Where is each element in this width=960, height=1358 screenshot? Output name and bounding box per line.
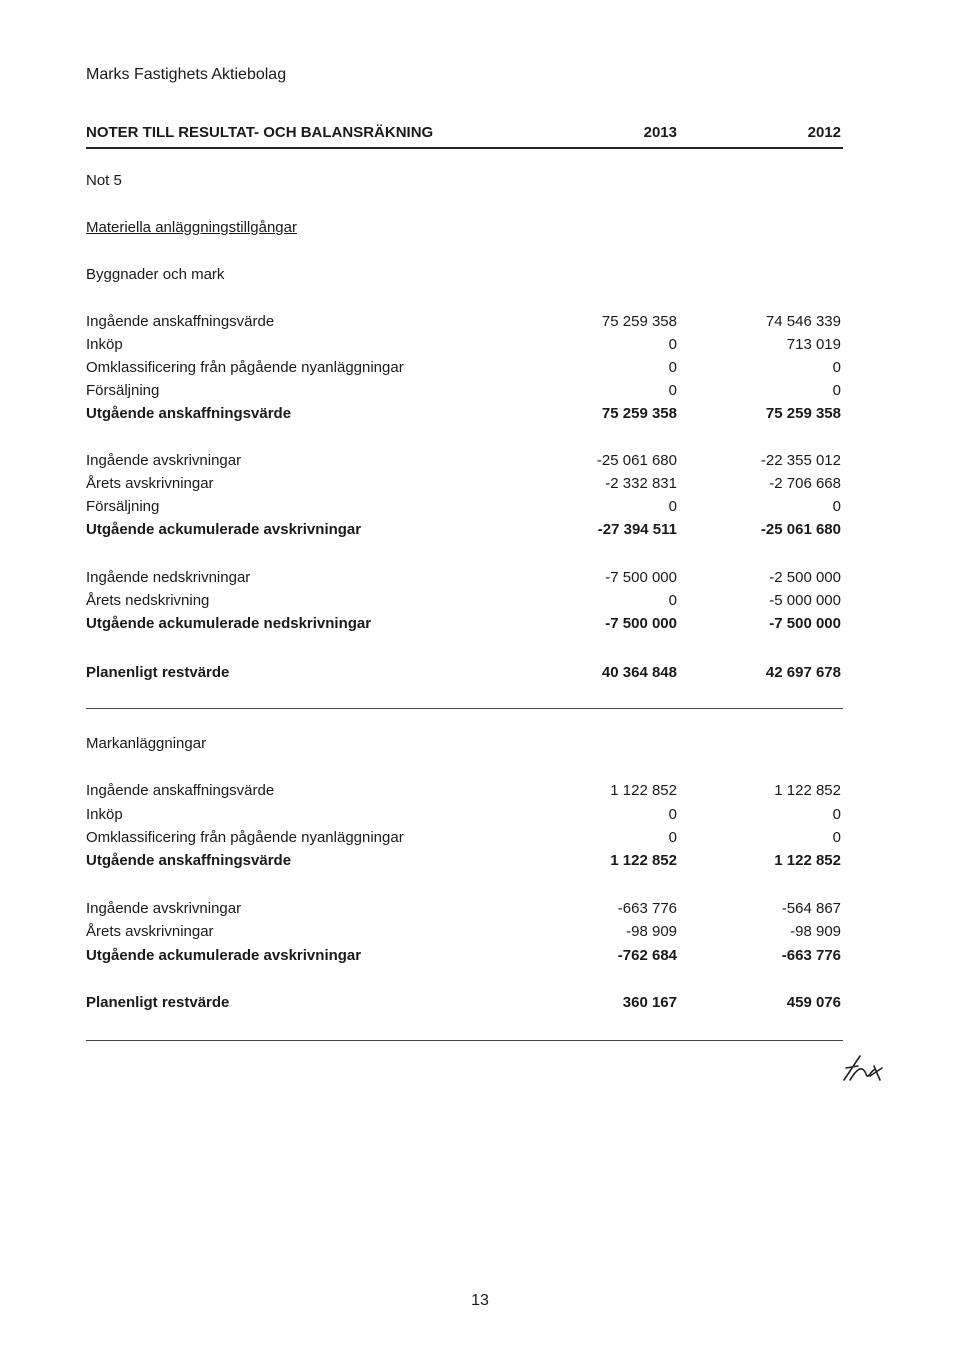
table-row [86, 923, 843, 945]
row-label: Omklassificering från pågående nyanläggningar [86, 359, 404, 376]
table-row [86, 336, 843, 358]
value-2012: 713 019 [786, 336, 841, 353]
value-2013: 360 167 [622, 994, 677, 1011]
value-2012: -25 061 680 [760, 521, 841, 538]
value-2012: -7 500 000 [769, 615, 841, 632]
value-2013: -7 500 000 [605, 569, 677, 586]
header-year-2013: 2013 [643, 124, 677, 141]
header-rule [86, 147, 843, 149]
value-2012: -5 000 000 [769, 592, 841, 609]
value-2012: 1 122 852 [774, 782, 841, 799]
row-label: Ingående avskrivningar [86, 452, 242, 469]
note-number: Not 5 [86, 172, 122, 189]
value-2012: 459 076 [786, 994, 841, 1011]
row-label: Ingående anskaffningsvärde [86, 782, 275, 799]
row-label: Försäljning [86, 382, 160, 399]
value-2013: 75 259 358 [601, 405, 677, 422]
value-2013: 0 [668, 498, 677, 515]
value-2012: 42 697 678 [765, 664, 841, 681]
table-row-total [86, 947, 843, 969]
row-label: Årets nedskrivning [86, 592, 210, 609]
value-2012: 0 [832, 498, 841, 515]
row-label: Ingående anskaffningsvärde [86, 313, 275, 330]
value-2012: 0 [832, 359, 841, 376]
subheading-land-improvements: Markanläggningar [86, 735, 207, 752]
table-row [86, 569, 843, 591]
table-row [86, 829, 843, 851]
row-label: Ingående nedskrivningar [86, 569, 251, 586]
row-label: Utgående ackumulerade avskrivningar [86, 521, 362, 538]
table-row [86, 806, 843, 828]
table-row-total [86, 615, 843, 637]
row-label: Årets avskrivningar [86, 475, 214, 492]
row-label: Utgående ackumulerade nedskrivningar [86, 615, 372, 632]
value-2012: -663 776 [781, 947, 841, 964]
value-2013: 40 364 848 [601, 664, 677, 681]
value-2013: -663 776 [617, 900, 677, 917]
value-2013: -27 394 511 [597, 521, 677, 538]
row-label: Årets avskrivningar [86, 923, 214, 940]
value-2012: -564 867 [781, 900, 841, 917]
value-2013: 0 [668, 592, 677, 609]
value-2013: 0 [668, 382, 677, 399]
subheading-buildings: Byggnader och mark [86, 266, 225, 283]
value-2012: -22 355 012 [760, 452, 841, 469]
value-2013: -98 909 [626, 923, 677, 940]
value-2012: -98 909 [790, 923, 841, 940]
row-label: Planenligt restvärde [86, 994, 230, 1011]
table-row [86, 592, 843, 614]
row-label: Omklassificering från pågående nyanläggningar [86, 829, 404, 846]
row-label: Planenligt restvärde [86, 664, 230, 681]
table-row-residual [86, 664, 843, 686]
table-row-total [86, 852, 843, 874]
section-title: Materiella anläggningstillgångar [86, 219, 297, 236]
value-2012: -2 706 668 [769, 475, 841, 492]
notes-header [86, 124, 843, 148]
header-year-2012: 2012 [807, 124, 841, 141]
value-2012: 0 [832, 382, 841, 399]
table-row-total [86, 521, 843, 543]
row-label: Utgående ackumulerade avskrivningar [86, 947, 362, 964]
value-2013: 75 259 358 [601, 313, 677, 330]
table-row [86, 382, 843, 404]
value-2012: -2 500 000 [769, 569, 841, 586]
header-title: NOTER TILL RESULTAT- OCH BALANSRÄKNING [86, 124, 434, 141]
table-row-residual [86, 994, 843, 1016]
value-2013: -25 061 680 [596, 452, 677, 469]
table-row [86, 359, 843, 381]
section-divider [86, 1040, 843, 1041]
value-2012: 75 259 358 [765, 405, 841, 422]
value-2012: 0 [832, 806, 841, 823]
value-2013: 0 [668, 359, 677, 376]
value-2012: 1 122 852 [774, 852, 841, 869]
table-row [86, 452, 843, 474]
value-2013: 1 122 852 [610, 852, 677, 869]
table-row [86, 498, 843, 520]
row-label: Ingående avskrivningar [86, 900, 242, 917]
company-name: Marks Fastighets Aktiebolag [86, 66, 287, 83]
row-label: Utgående anskaffningsvärde [86, 852, 292, 869]
table-row [86, 313, 843, 335]
section-divider [86, 708, 843, 709]
signature-initials [840, 1050, 886, 1091]
value-2013: -7 500 000 [605, 615, 677, 632]
value-2013: 1 122 852 [610, 782, 677, 799]
row-label: Försäljning [86, 498, 160, 515]
value-2013: -2 332 831 [605, 475, 677, 492]
page-number: 13 [471, 1292, 489, 1309]
value-2013: 0 [668, 829, 677, 846]
table-row-total [86, 405, 843, 427]
value-2012: 74 546 339 [765, 313, 841, 330]
value-2012: 0 [832, 829, 841, 846]
row-label: Inköp [86, 806, 123, 823]
row-label: Utgående anskaffningsvärde [86, 405, 292, 422]
row-label: Inköp [86, 336, 123, 353]
value-2013: 0 [668, 336, 677, 353]
table-row [86, 475, 843, 497]
table-row [86, 782, 843, 804]
table-row [86, 900, 843, 922]
value-2013: 0 [668, 806, 677, 823]
value-2013: -762 684 [617, 947, 677, 964]
